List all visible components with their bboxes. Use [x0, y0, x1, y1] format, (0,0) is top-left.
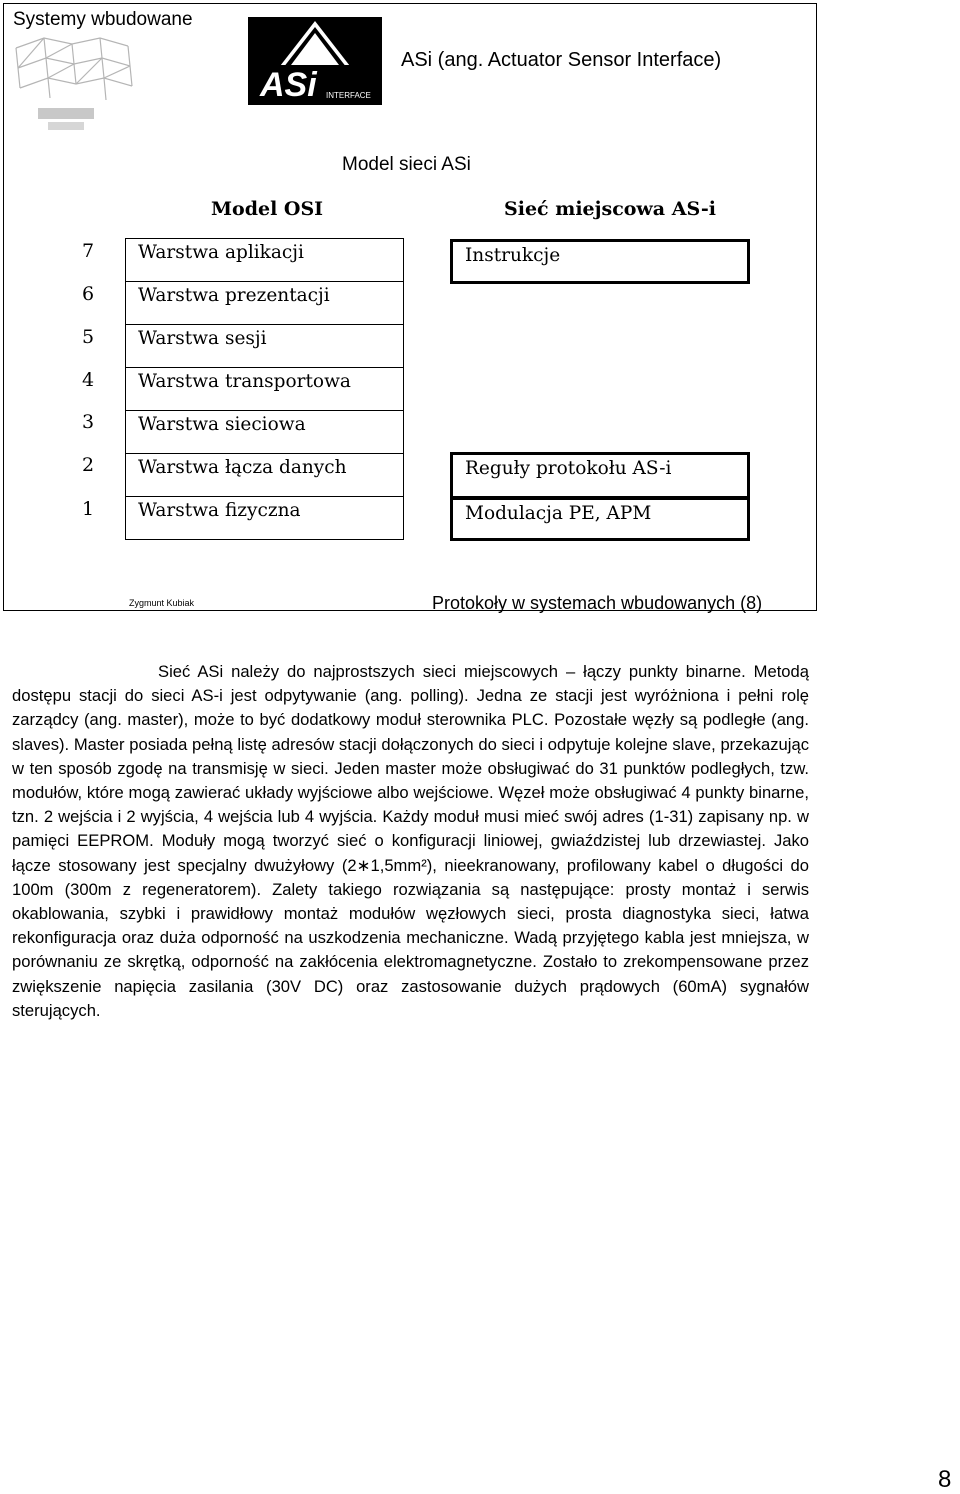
asi-logo-subtext: INTERFACE: [326, 91, 371, 100]
university-logo-grid-icon: [14, 34, 134, 104]
osi-layer-presentation: Warstwa prezentacji: [126, 282, 403, 325]
asi-network-header: Sieć miejscowa AS-i: [504, 198, 716, 220]
layer-number: 7: [81, 240, 95, 262]
osi-layer-transport: Warstwa transportowa: [126, 368, 403, 411]
osi-layer-network: Warstwa sieciowa: [126, 411, 403, 454]
university-logo-icon: [36, 106, 96, 134]
layer-number: 5: [81, 326, 95, 348]
slide-title: ASi (ang. Actuator Sensor Interface): [401, 49, 722, 71]
layer-number: 1: [81, 498, 95, 520]
asi-interface-logo: [248, 17, 382, 105]
layer-number: 4: [81, 369, 95, 391]
osi-layer-physical: Warstwa fizyczna: [138, 500, 301, 521]
slide-author: Zygmunt Kubiak: [129, 598, 195, 608]
osi-layer-data-link: Warstwa łącza danych: [126, 454, 403, 497]
osi-layer-stack: [125, 238, 404, 540]
osi-layer-application: Warstwa aplikacji: [126, 239, 403, 282]
asi-logo-text: ASi: [260, 66, 317, 104]
body-paragraph: [12, 660, 809, 1023]
diagram-caption: Model sieci ASi: [342, 154, 471, 175]
page-number: 8: [938, 1466, 952, 1493]
asi-layer-protocol-rules: Reguły protokołu AS-i: [450, 452, 750, 498]
layer-number: 3: [81, 411, 95, 433]
osi-layer-session: Warstwa sesji: [126, 325, 403, 368]
layer-number: 2: [81, 454, 95, 476]
slide: [3, 3, 817, 611]
slide-topic: Systemy wbudowane: [13, 9, 193, 30]
asi-layer-modulation: Modulacja PE, APM: [450, 497, 750, 541]
asi-layer-instructions: Instrukcje: [450, 239, 750, 284]
layer-number: 6: [81, 283, 95, 305]
osi-model-header: Model OSI: [211, 198, 324, 220]
slide-footer: Protokoły w systemach wbudowanych (8): [432, 593, 763, 613]
body-paragraph-text: Sieć ASi należy do najprostszych sieci miejscowych – łączy punkty binarne. Metodą dostępu stacji do sieci AS-i jest odpytywanie (ang. polling). Jedna ze stacji jest wyróżniona i pełni rolę zarządcy (ang. master), może to być dodatkowy moduł sterownika PLC. Pozostałe węzły są podległe (ang. slaves). Master posiada pełną listę adresów stacji dołączonych do sieci i odpytuje kolejne slave, przekazując w ten sposób zgodę na transmisję w sieci. Jeden master może obsługiwać do 31 punktów podległych, tzw. modułów, które mogą zawierać układy wyjściowe albo wejściowe. Węzeł może obsługiwać 4 punkty binarne, tzn. 2 wejścia i 2 wyjścia, 4 wejścia lub 4 wyjścia. Każdy moduł musi mieć swój adres (1-31) zapisany np. w pamięci EEPROM. Moduły mogą tworzyć sieć o konfiguracji liniowej, gwiaździstej lub drzewiastej. Jako łącze stosowany jest specjalny dwużyłowy (2∗1,5mm²), nieekranowany, profilowany kabel o długości do 100m (300m z regeneratorem). Zalety takiego rozwiązania są następujące: prosty montaż i serwis okablowania, szybki i prawidłowy montaż modułów węzłowych sieci, prosta diagnostyka sieci, łatwa rekonfiguracja oraz duża odporność na uszkodzenia mechaniczne. Wadą przyjętego kabla jest mniejsza, w porównaniu ze skrętką, odporność na zakłócenia elektromagnetyczne. Zostało to zrekompensowane przez zwiększenie napięcia zasilania (30V DC) oraz zastosowanie dużych prądowych (60mA) sygnałów sterujących.: [12, 662, 809, 1020]
